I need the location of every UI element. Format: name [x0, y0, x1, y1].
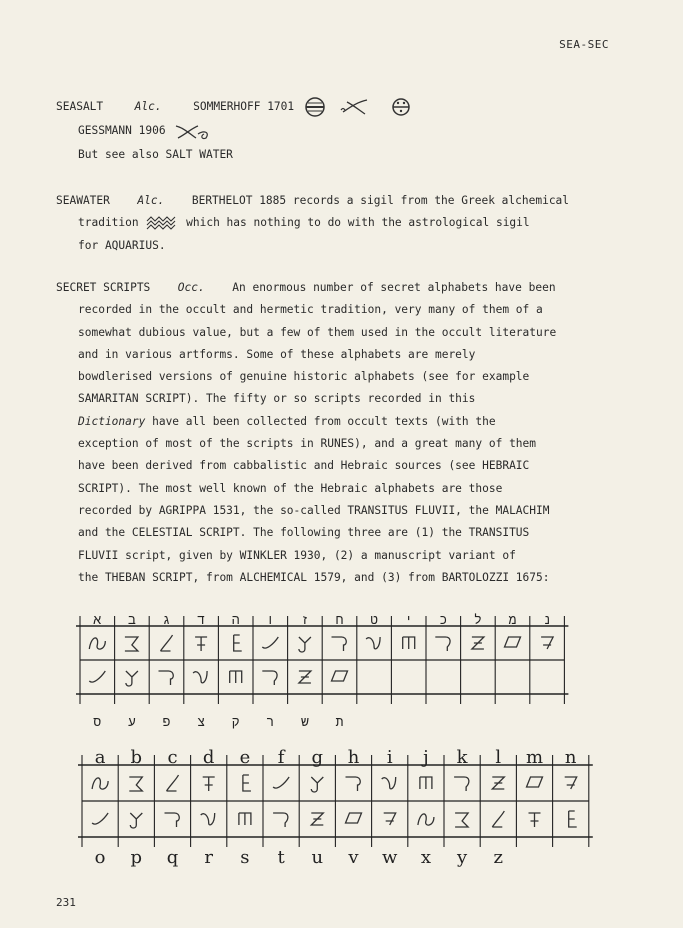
- column-letter-top: ב: [127, 613, 136, 628]
- entry-text: have all been collected from occult texts (with the: [145, 414, 496, 428]
- script-glyph: [130, 813, 142, 828]
- script-glyph: [89, 638, 105, 649]
- script-glyph: [125, 637, 138, 651]
- column-letter-top: י: [404, 613, 413, 628]
- page-number: 231: [56, 896, 76, 909]
- column-letter-bottom: r: [204, 847, 214, 867]
- script-glyph: [89, 671, 105, 682]
- script-glyph: [230, 671, 242, 683]
- script-glyph: [492, 811, 504, 827]
- script-glyph: [165, 813, 180, 827]
- running-header: SEA-SEC: [559, 38, 609, 51]
- column-letter-top: ט: [370, 613, 379, 628]
- column-letter-top: j: [423, 747, 429, 768]
- script-glyph: [418, 814, 434, 825]
- entry-tag: Occ.: [177, 281, 205, 294]
- circle-bar-sigil: [306, 98, 324, 116]
- script-glyph: [311, 777, 323, 792]
- script-glyph: [195, 637, 207, 651]
- script-glyph: [159, 671, 174, 685]
- crossed-curve-sigil: [341, 100, 367, 114]
- entry-text: tradition: [78, 216, 139, 230]
- entry-term: SEAWATER: [56, 194, 110, 207]
- column-letter-bottom: z: [493, 847, 504, 867]
- column-letter-bottom: ת: [335, 715, 344, 730]
- script-glyph: [126, 671, 138, 686]
- script-glyph: [262, 671, 277, 685]
- script-glyph: [366, 637, 380, 649]
- transitus-fluvii-table: [74, 612, 594, 730]
- column-letter-bottom: ר: [266, 715, 275, 730]
- entry-text: recorded by AGRIPPA 1531, the so-called TRANSITUS FLUVII, the MALACHIM: [78, 503, 550, 517]
- column-letter-bottom: q: [166, 847, 179, 867]
- column-letter-bottom: o: [94, 847, 106, 867]
- script-glyph: [541, 637, 553, 649]
- script-glyph: [201, 813, 215, 825]
- script-glyph: [311, 813, 323, 825]
- script-glyph: [167, 775, 179, 791]
- column-letter-top: ו: [266, 613, 275, 628]
- entry-secret-scripts: [56, 277, 626, 589]
- script-glyph: [346, 813, 362, 823]
- column-letter-top: i: [386, 747, 393, 768]
- column-letter-top: א: [93, 613, 102, 628]
- column-letter-bottom: ק: [231, 715, 240, 730]
- column-letter-top: e: [239, 747, 251, 768]
- script-glyph: [299, 671, 311, 683]
- column-letter-top: נ: [543, 613, 552, 628]
- entry-text: An enormous number of secret alphabets have been: [232, 281, 556, 294]
- entry-text: SAMARITAN SCRIPT). The fifty or so scripts recorded in this: [78, 392, 476, 406]
- script-glyph: [161, 635, 173, 651]
- entry-seasalt: [56, 96, 626, 166]
- column-letter-top: f: [277, 747, 285, 768]
- entry-tag: Alc.: [134, 100, 162, 113]
- column-letter-top: ג: [162, 613, 171, 628]
- entry-reference: GESSMANN 1906: [78, 124, 166, 137]
- column-letter-bottom: t: [277, 847, 285, 867]
- entry-text: recorded in the occult and hermetic tradition, very many of them of a: [78, 303, 543, 317]
- column-letter-top: n: [564, 747, 577, 768]
- script-glyph: [403, 637, 415, 649]
- script-glyph: [239, 813, 251, 825]
- entry-text: bowdlerised versions of genuine historic alphabets (see for example: [78, 370, 530, 384]
- column-letter-bottom: צ: [197, 715, 206, 730]
- column-letter-top: m: [525, 747, 544, 768]
- entry-text: BERTHELOT 1885 records a sigil from the Greek alchemical: [191, 194, 570, 207]
- column-letter-bottom: v: [348, 847, 359, 867]
- table-grid: [76, 616, 568, 704]
- column-letter-top: ד: [197, 613, 206, 628]
- column-letter-bottom: y: [457, 847, 468, 867]
- script-glyph: [569, 811, 577, 827]
- script-glyph: [299, 637, 311, 652]
- column-letter-top: מ: [508, 613, 517, 628]
- script-glyph: [234, 635, 242, 651]
- column-letter-top: b: [130, 747, 143, 768]
- script-glyph: [455, 813, 468, 827]
- seasalt-sigils-row: [301, 96, 421, 118]
- script-glyph: [332, 637, 347, 651]
- script-glyph: [505, 637, 521, 647]
- script-glyph: [203, 777, 215, 791]
- entry-reference: SOMMERHOFF 1701: [193, 100, 295, 113]
- column-letter-top: g: [311, 747, 324, 768]
- script-glyph: [529, 813, 541, 827]
- column-letter-bottom: u: [311, 847, 324, 867]
- bartolozzi-table: [74, 745, 594, 867]
- entry-text: and the CELESTIAL SCRIPT. The following three are (1) the TRANSITUS: [78, 526, 530, 540]
- entry-text: FLUVII script, given by WINKLER 1930, (2) a manuscript variant of: [78, 548, 516, 562]
- script-glyph: [243, 775, 251, 791]
- entry-seawater: [56, 190, 626, 257]
- script-glyph: [92, 778, 108, 789]
- script-glyph: [92, 813, 108, 824]
- entry-text: exception of most of the scripts in RUNES), and a great many of them: [78, 437, 537, 451]
- script-glyph: [332, 671, 348, 681]
- entry-text: SCRIPT). The most well known of the Hebraic alphabets are those: [78, 481, 503, 495]
- latin-letters-bottom: [95, 847, 503, 867]
- script-glyph: [273, 813, 288, 827]
- column-letter-top: ל: [473, 613, 482, 628]
- script-glyph: [129, 777, 142, 791]
- script-glyph: [527, 777, 543, 787]
- cross-reference: But see also SALT WATER: [78, 148, 233, 161]
- hebrew-letters-bottom: [93, 715, 343, 730]
- column-letter-bottom: x: [420, 847, 431, 867]
- script-glyph: [454, 777, 469, 791]
- column-letter-top: h: [347, 747, 360, 768]
- entry-text: have been derived from cabbalistic and Hebraic sources (see HEBRAIC: [78, 459, 530, 473]
- script-glyph: [492, 777, 504, 789]
- column-letter-top: ה: [231, 613, 240, 628]
- entry-text: somewhat dubious value, but a few of them used in the occult literature: [78, 325, 557, 339]
- column-letter-bottom: w: [381, 847, 398, 867]
- column-letter-top: k: [456, 747, 468, 768]
- column-letter-top: d: [202, 747, 215, 768]
- looped-cross-sigil: [172, 120, 218, 142]
- column-letter-top: ז: [300, 613, 309, 628]
- column-letter-top: l: [495, 747, 502, 768]
- script-glyph: [346, 777, 361, 791]
- column-letter-bottom: ע: [127, 715, 136, 730]
- column-letter-bottom: s: [240, 847, 250, 867]
- script-glyph: [472, 637, 484, 649]
- column-letter-bottom: ש: [300, 715, 309, 730]
- entry-tag: Alc.: [137, 194, 165, 207]
- column-letter-top: כ: [439, 613, 448, 628]
- column-letter-top: ח: [335, 613, 344, 628]
- triple-wave-sigil: [145, 215, 179, 231]
- script-glyph: [273, 777, 289, 788]
- entry-term: SEASALT: [56, 100, 104, 113]
- entry-text: for AQUARIUS.: [78, 238, 166, 252]
- script-glyph: [382, 777, 396, 789]
- column-letter-top: a: [94, 747, 106, 768]
- column-letter-bottom: פ: [162, 715, 171, 730]
- entry-term: SECRET SCRIPTS: [56, 281, 151, 294]
- script-glyph: [420, 777, 432, 789]
- italic-word: Dictionary: [78, 414, 146, 428]
- dotted-circle-sigil: [393, 99, 409, 115]
- entry-text: and in various artforms. Some of these alphabets are merely: [78, 347, 476, 361]
- script-glyph: [262, 637, 278, 648]
- column-letter-bottom: ס: [93, 715, 102, 730]
- script-glyph: [435, 637, 450, 651]
- script-glyph: [565, 777, 577, 789]
- column-letter-top: c: [167, 747, 178, 768]
- column-letter-bottom: p: [130, 847, 143, 867]
- script-glyph: [193, 671, 207, 683]
- entry-text: the THEBAN SCRIPT, from ALCHEMICAL 1579, and (3) from BARTOLOZZI 1675:: [78, 570, 550, 584]
- entry-text: which has nothing to do with the astrological sigil: [186, 216, 530, 230]
- script-glyph: [384, 813, 396, 825]
- table-grid: [78, 755, 593, 847]
